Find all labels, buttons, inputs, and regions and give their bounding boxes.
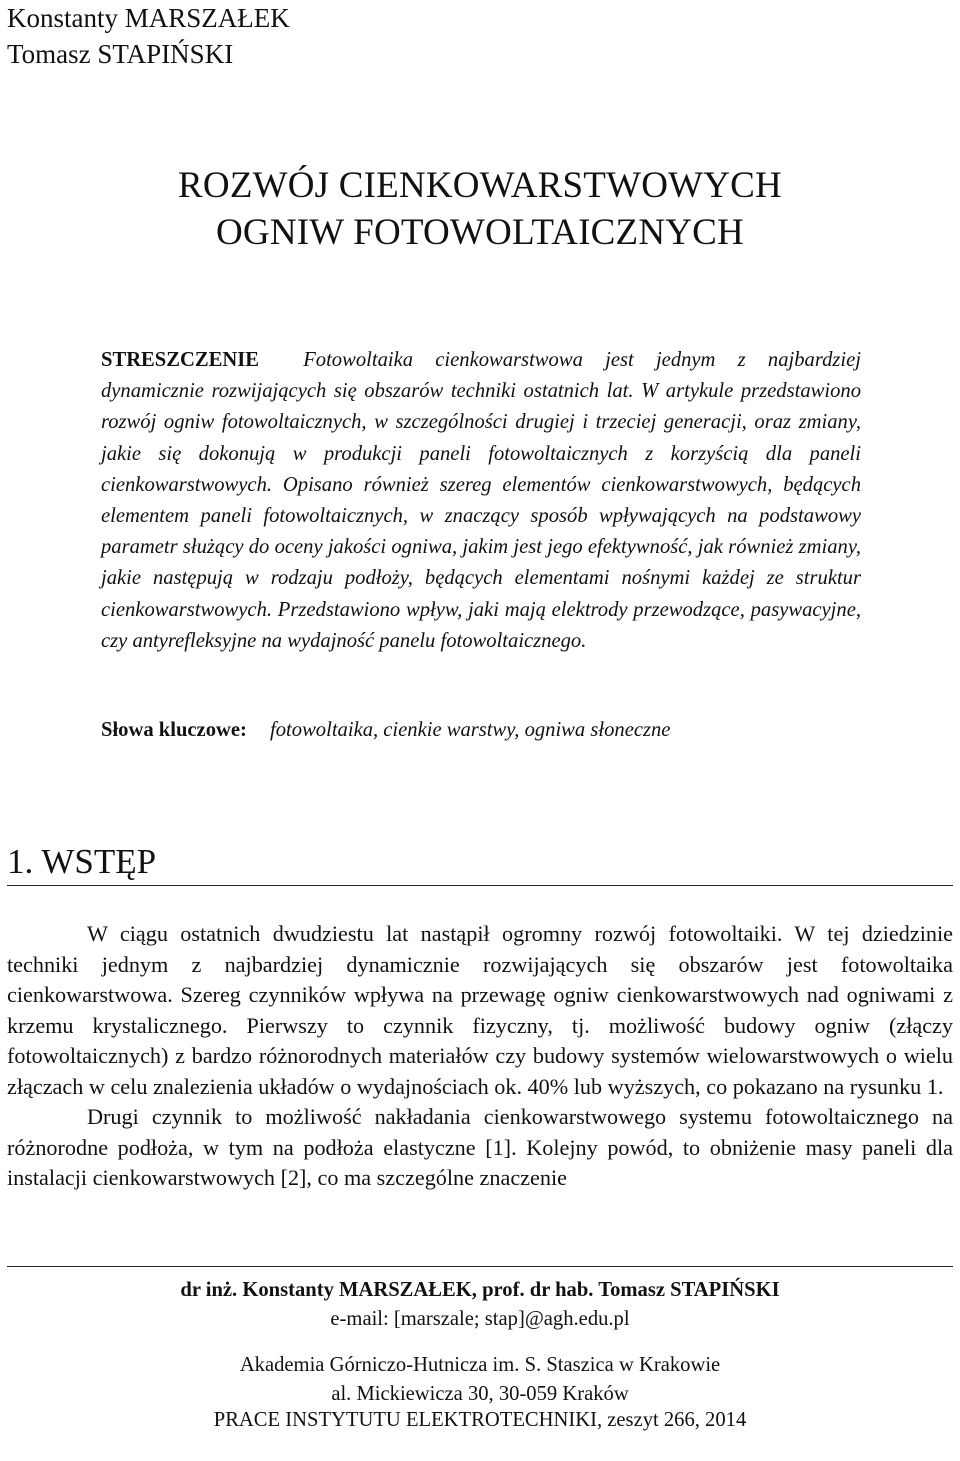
footer-address: al. Mickiewicza 30, 30-059 Kraków — [331, 1383, 629, 1405]
section-divider — [7, 885, 953, 886]
abstract-text: Fotowoltaika cienkowarstwowa jest jednym z najbardziej dynamicznie rozwijających się obszarów techniki ostatnich lat. W artykule przedstawiono rozwój ogniw fotowoltaicznych, w szczególności drugiej i trzeciej generacji, oraz zmiany, jakie się dokonują w produkcji paneli fotowoltaicznych z korzyścią dla paneli cienkowarstwowych. Opisano również szereg elementów cienkowarstwowych, będących elementem paneli fotowoltaicznych, w znaczący sposób wpływających na podstawowy parametr służący do oceny jakości ogniwa, jakim jest jego efektywność, jak również zmiany, jakie następują w rodzaju podłoży, będących elementami nośnymi każdej ze struktur cienkowarstwowych. Przedstawiono wpływ, jaki mają elektrody przewodzące, pasywacyjne, czy antyrefleksyjne na wydajność panelu fotowoltaicznego. — [101, 349, 861, 652]
paper-title — [0, 162, 960, 256]
journal-info: PRACE INSTYTUTU ELEKTROTECHNIKI, zeszyt 266, 2014 — [213, 1409, 747, 1431]
author-name: Tomasz STAPIŃSKI — [7, 39, 234, 69]
footer-institution: Akademia Górniczo-Hutnicza im. S. Staszica w Krakowie — [239, 1354, 721, 1376]
author-list — [7, 0, 290, 72]
paragraph: W ciągu ostatnich dwudziestu lat nastąpił ogromny rozwój fotowoltaiki. W tej dziedzinie techniki jednym z najbardziej dynamicznie rozwijających się obszarów jest fotowoltaika cienkowarstwowa. Szereg czynników wpływa na przewagę ogniw cienkowarstwowych nad ogniwami z krzemu krystalicznego. Pierwszy to czynnik fizyczny, tj. możliwość budowy ogniw (złączy fotowoltaicznych) z bardzo różnorodnych materiałów czy budowy systemów wielowarstwowych o wielu złączach w celu znalezienia układów o wydajnościach ok. 40% lub wyższych, co pokazano na rysunku 1. — [7, 921, 953, 1099]
keywords — [101, 714, 861, 746]
abstract — [101, 345, 861, 657]
keywords-values: fotowoltaika, cienkie warstwy, ogniwa słoneczne — [270, 719, 671, 741]
section-heading: 1. WSTĘP — [7, 842, 157, 881]
footnote-divider — [7, 1266, 953, 1267]
title-line: ROZWÓJ CIENKOWARSTWOWYCH — [178, 165, 782, 206]
section-body — [7, 919, 953, 1194]
title-line: OGNIW FOTOWOLTAICZNYCH — [216, 212, 744, 253]
abstract-label: STRESZCZENIE — [101, 349, 259, 371]
footer-authors: dr inż. Konstanty MARSZAŁEK, prof. dr hab. Tomasz STAPIŃSKI — [180, 1279, 780, 1301]
author-affiliation — [0, 1276, 960, 1409]
author-name: Konstanty MARSZAŁEK — [7, 3, 290, 33]
footer-email: e-mail: [marszale; stap]@agh.edu.pl — [330, 1308, 630, 1330]
keywords-label: Słowa kluczowe: — [101, 719, 247, 741]
paragraph: Drugi czynnik to możliwość nakładania cienkowarstwowego systemu fotowoltaicznego na różnorodne podłoża, w tym na podłoża elastyczne [1]. Kolejny powód, to obniżenie masy paneli dla instalacji cienkowarstwowych [2], co ma szczególne znaczenie — [7, 1104, 953, 1190]
